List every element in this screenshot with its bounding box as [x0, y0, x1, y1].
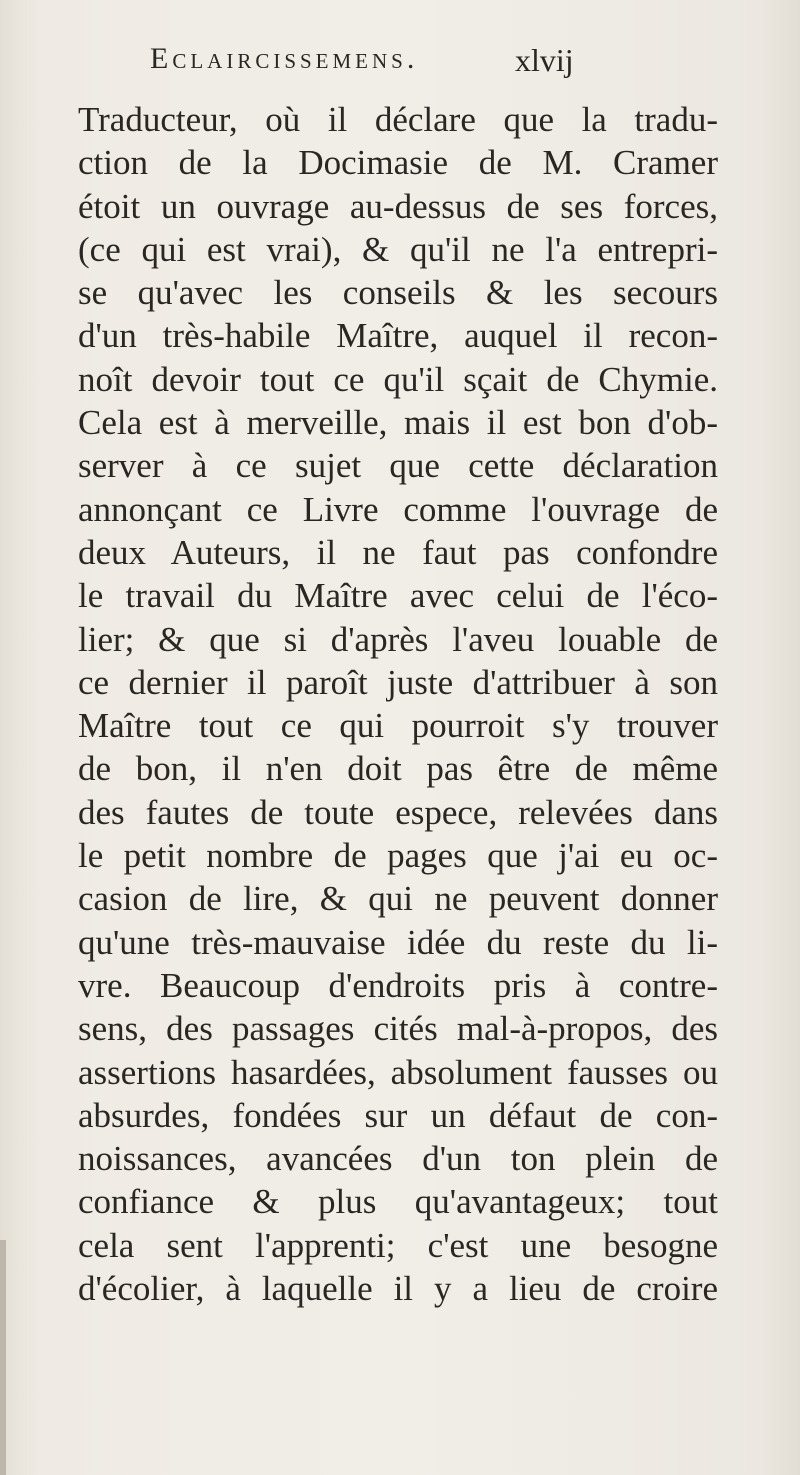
body-text: [78, 98, 718, 1310]
page-binding-edge: [0, 1240, 6, 1475]
text-line: se qu'avec les conseils & les secours: [78, 273, 718, 313]
text-line: absurdes, fondées sur un défaut de con-: [78, 1095, 718, 1135]
running-head-title: Eclaircissemens.: [150, 42, 419, 75]
text-line: ction de la Docimasie de M. Cramer: [78, 143, 718, 183]
text-line: Traducteur, où il déclare que la tradu-: [78, 100, 718, 139]
text-line: (ce qui est vrai), & qu'il ne l'a entrepri-: [78, 229, 718, 269]
text-line: lier; & que si d'après l'aveu louable de: [78, 619, 718, 659]
text-line: server à ce sujet que cette déclaration: [78, 446, 718, 486]
text-line: confiance & plus qu'avantageux; tout: [78, 1182, 718, 1222]
text-line: cela sent l'apprenti; c'est une besogne: [78, 1225, 718, 1265]
text-line: étoit un ouvrage au-dessus de ses forces,: [78, 186, 718, 226]
text-line: Maître tout ce qui pourroit s'y trouver: [78, 706, 718, 746]
text-line: casion de lire, & qui ne peuvent donner: [78, 879, 718, 919]
page-number: xlvij: [515, 42, 574, 78]
text-line: Cela est à merveille, mais il est bon d'ob-: [78, 403, 718, 443]
text-line: d'écolier, à laquelle il y a lieu de croire: [78, 1269, 718, 1309]
text-line: assertions hasardées, absolument fausses ou: [78, 1052, 718, 1092]
text-line: vre. Beaucoup d'endroits pris à contre-: [78, 965, 718, 1005]
text-line: de bon, il n'en doit pas être de même: [78, 749, 718, 789]
text-line: noît devoir tout ce qu'il sçait de Chymie.: [78, 359, 718, 399]
text-line: noissances, avancées d'un ton plein de: [78, 1139, 718, 1179]
text-line: qu'une très-mauvaise idée du reste du li-: [78, 922, 718, 962]
text-line: d'un très-habile Maître, auquel il recon-: [78, 316, 718, 356]
text-line: annonçant ce Livre comme l'ouvrage de: [78, 489, 718, 529]
text-line: le petit nombre de pages que j'ai eu oc-: [78, 836, 718, 876]
text-line: le travail du Maître avec celui de l'éco-: [78, 576, 718, 616]
text-line: des fautes de toute espece, relevées dans: [78, 792, 718, 832]
running-head: [0, 42, 800, 92]
text-line: sens, des passages cités mal-à-propos, des: [78, 1009, 718, 1049]
text-line: ce dernier il paroît juste d'attribuer à son: [78, 662, 718, 702]
text-line: deux Auteurs, il ne faut pas confondre: [78, 532, 718, 572]
